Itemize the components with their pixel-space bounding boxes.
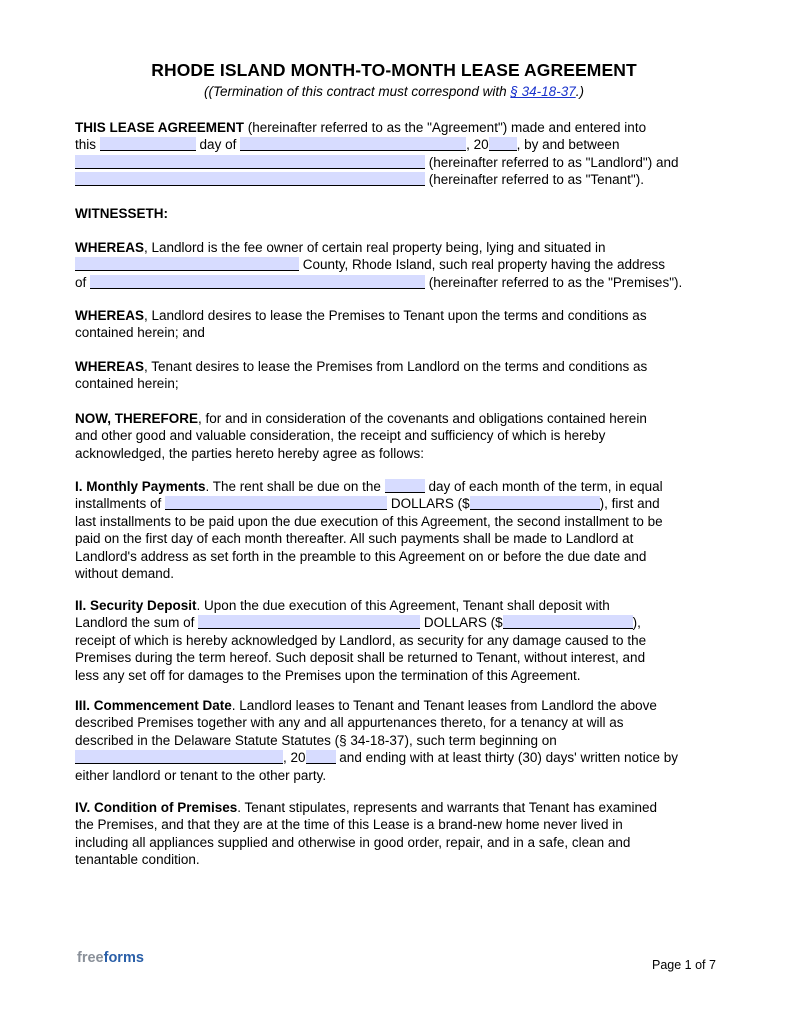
section-3-line1: . Landlord leases to Tenant and Tenant leases from Landlord the above (231, 698, 657, 713)
section-4-line4: tenantable condition. (75, 852, 200, 868)
section-2-line5: less any set off for damages to the Premises upon the termination of this Agreement. (75, 667, 581, 683)
whereas-2-line2: contained herein; and (75, 325, 205, 341)
whereas-1-lead: WHEREAS (75, 240, 145, 255)
whereas-2-lead: WHEREAS (75, 308, 145, 323)
rent-due-day-field[interactable] (385, 479, 425, 493)
section-3-line3: described in the Delaware Statute Statutes (§ 34-18-37), such term beginning on (75, 732, 557, 748)
whereas-3-line1: , Tenant desires to lease the Premises from Landlord on the terms and conditions as (144, 359, 648, 374)
whereas-1-paragraph (75, 239, 715, 291)
section-3-line2: described Premises together with any and all appurtenances thereto, for a tenancy at will as (75, 715, 624, 731)
statute-link[interactable]: § 34-18-37 (510, 84, 576, 99)
county-field[interactable] (75, 257, 299, 271)
section-security-deposit (75, 597, 715, 684)
whereas-2-paragraph (75, 307, 715, 342)
intro-day-of: day of (199, 137, 237, 153)
tenant-ref: (hereinafter referred to as "Tenant"). (428, 172, 644, 188)
witnesseth-text: WITNESSETH: (75, 206, 168, 221)
landlord-ref: (hereinafter referred to as "Landlord") and (428, 154, 679, 170)
section-1-line6: without demand. (75, 565, 175, 581)
section-1-line1a: . The rent shall be due on the (205, 479, 381, 494)
rent-amount-words-field[interactable] (165, 496, 387, 510)
tenant-name-field[interactable] (75, 172, 425, 186)
start-date-field[interactable] (75, 750, 283, 764)
section-3-line4b: and ending with at least thirty (30) days' written notice by (339, 750, 679, 766)
intro-by-between: , by and between (516, 137, 620, 153)
whereas-3-lead: WHEREAS (75, 359, 145, 374)
section-4-line1: . Tenant stipulates, represents and warrants that Tenant has examined (237, 800, 658, 815)
county-text: County, Rhode Island, such real property having the address (302, 257, 665, 273)
section-2-line1: . Upon the due execution of this Agreement, Tenant shall deposit with (196, 598, 610, 613)
intro-paragraph (75, 119, 715, 189)
section-1-line2a: installments of (75, 496, 162, 512)
section-2-line2b: DOLLARS ($ (423, 615, 503, 631)
rent-amount-field[interactable] (470, 496, 600, 510)
section-commencement-date (75, 697, 715, 784)
subtitle-end: .) (575, 84, 584, 99)
now-therefore-lead: NOW, THEREFORE (75, 411, 199, 426)
section-2-line2a: Landlord the sum of (75, 615, 195, 631)
document-subtitle: ((Termination of this contract must correspond with § 34-18-37.) (204, 84, 584, 99)
section-1-line3: last installments to be paid upon the due execution of this Agreement, the second installment to be (75, 513, 663, 529)
section-monthly-payments (75, 478, 715, 582)
section-2-line3: receipt of which is hereby acknowledged by Landlord, as security for any damage caused to the (75, 632, 647, 648)
intro-lead: THIS LEASE AGREEMENT (75, 120, 245, 135)
page-number: Page 1 of 7 (652, 958, 716, 972)
now-therefore-line3: acknowledged, the parties hereto hereby agree as follows: (75, 445, 424, 461)
whereas-1-line1: , Landlord is the fee owner of certain real property being, lying and situated in (144, 240, 606, 255)
logo-free-text: free (77, 950, 104, 966)
section-condition-of-premises (75, 799, 715, 869)
intro-line1: (hereinafter referred to as the "Agreement") made and entered into (244, 120, 647, 135)
document-title: RHODE ISLAND MONTH-TO-MONTH LEASE AGREEMENT (151, 60, 637, 80)
intro-comma-20: , 20 (466, 137, 489, 153)
section-4-line3: including all appliances supplied and otherwise in good order, repair, and in a safe, clean and (75, 834, 631, 850)
now-therefore-paragraph (75, 410, 715, 462)
section-2-line4: Premises during the term hereof. Such deposit shall be returned to Tenant, without interest, and (75, 650, 646, 666)
section-1-line4: paid on the first day of each month thereafter. All such payments shall be made to Landlord at (75, 531, 634, 547)
section-3-heading: III. Commencement Date (75, 698, 232, 713)
section-1-line2c: ), first and (599, 496, 660, 512)
now-therefore-line1: , for and in consideration of the covenants and obligations contained herein (198, 411, 647, 426)
section-1-line5: Landlord's address as set forth in the preamble to this Agreement on or before the due date and (75, 548, 647, 564)
deposit-amount-field[interactable] (503, 615, 633, 629)
start-year-field[interactable] (306, 750, 336, 764)
whereas-3-line2: contained herein; (75, 376, 179, 392)
premises-address-field[interactable] (90, 275, 425, 289)
now-therefore-line2: and other good and valuable consideration, the receipt and sufficiency of which is hereby (75, 428, 606, 444)
section-1-heading: I. Monthly Payments (75, 479, 206, 494)
intro-this: this (75, 137, 97, 153)
section-2-line2c: ), (632, 615, 641, 631)
premises-ref: (hereinafter referred to as the "Premises"). (428, 274, 683, 290)
of-text: of (75, 274, 87, 290)
section-1-line1b: day of each month of the term, in equal (428, 479, 663, 494)
section-3-line4a: , 20 (283, 750, 306, 766)
day-field[interactable] (100, 137, 196, 151)
year-field[interactable] (489, 137, 517, 151)
section-4-heading: IV. Condition of Premises (75, 800, 238, 815)
section-1-line2b: DOLLARS ($ (390, 496, 470, 512)
logo-forms-text: forms (103, 950, 144, 966)
whereas-3-paragraph (75, 358, 715, 393)
landlord-name-field[interactable] (75, 155, 425, 169)
freeforms-logo (77, 950, 144, 966)
month-field[interactable] (240, 137, 466, 151)
section-2-heading: II. Security Deposit (75, 598, 197, 613)
section-3-line5: either landlord or tenant to the other party. (75, 767, 327, 783)
whereas-2-line1: , Landlord desires to lease the Premises to Tenant upon the terms and conditions as (144, 308, 647, 323)
subtitle-text: (Termination of this contract must correspond with (208, 84, 511, 99)
section-4-line2: the Premises, and that they are at the time of this Lease is a brand-new home never lived in (75, 817, 623, 833)
witnesseth-heading (75, 205, 715, 222)
deposit-amount-words-field[interactable] (198, 615, 420, 629)
